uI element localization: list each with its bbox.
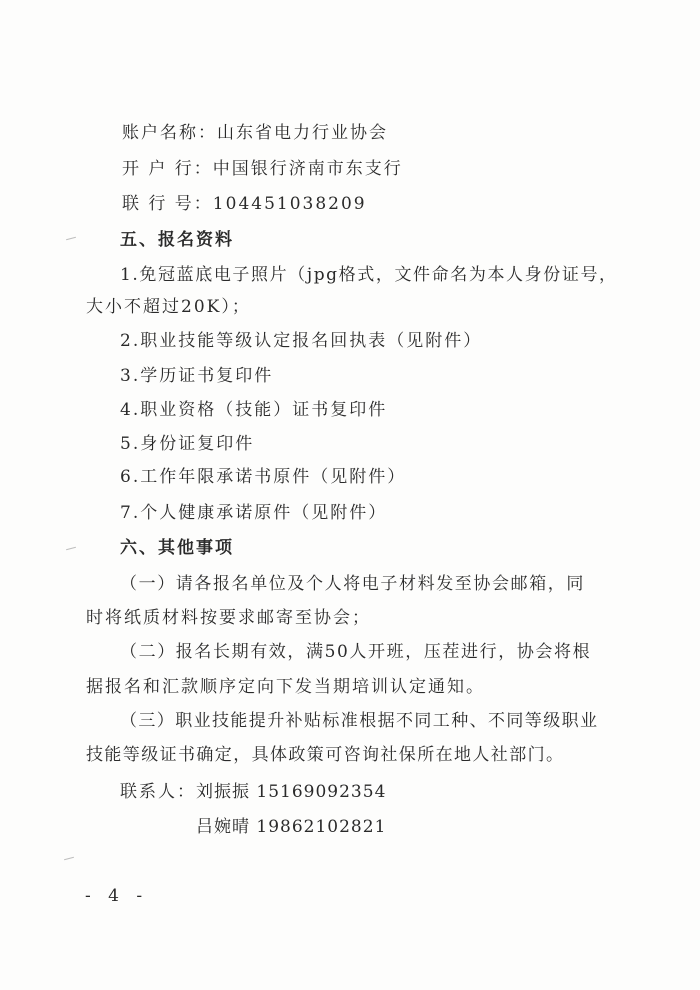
account-name-line: 账户名称：山东省电力行业协会: [122, 123, 388, 143]
scan-mark: [66, 547, 76, 550]
page-number: - 4 -: [85, 886, 149, 906]
section5-heading: 五、报名资料: [120, 230, 234, 250]
section6-heading: 六、其他事项: [120, 538, 234, 558]
contact-second: 吕婉晴 19862102821: [196, 817, 387, 837]
section5-item: 5.身份证复印件: [120, 434, 255, 454]
section5-item: 2.职业技能等级认定报名回执表（见附件）: [120, 331, 483, 351]
section6-line: （三）职业技能提升补贴标准根据不同工种、不同等级职业: [120, 711, 599, 731]
account-bank-line: 开 户 行：中国银行济南市东支行: [122, 159, 403, 179]
section6-line: （一）请各报名单位及个人将电子材料发至协会邮箱，同: [120, 574, 585, 594]
section5-item: 大小不超过20K）；: [86, 297, 251, 317]
section6-line: （二）报名长期有效，满50人开班，压茬进行，协会将根: [120, 642, 592, 662]
section6-line: 据报名和汇款顺序定向下发当期培训认定通知。: [86, 677, 485, 697]
section5-item: 4.职业资格（技能）证书复印件: [120, 400, 388, 420]
section5-item: 3.学历证书复印件: [120, 366, 274, 386]
scan-mark: [64, 857, 74, 860]
section5-item: 7.个人健康承诺原件（见附件）: [120, 503, 388, 523]
scan-mark: [66, 237, 76, 240]
section5-item: 1.免冠蓝底电子照片（jpg格式，文件命名为本人身份证号，: [120, 265, 618, 285]
section6-line: 技能等级证书确定，具体政策可咨询社保所在地人社部门。: [86, 745, 565, 765]
section5-item: 6.工作年限承诺书原件（见附件）: [120, 467, 407, 487]
contact-first: 刘振振 15169092354: [196, 782, 387, 802]
contact-label: 联系人：: [120, 782, 196, 802]
section6-line: 时将纸质材料按要求邮寄至协会；: [86, 608, 371, 628]
account-code-line: 联 行 号：104451038209: [122, 194, 367, 214]
